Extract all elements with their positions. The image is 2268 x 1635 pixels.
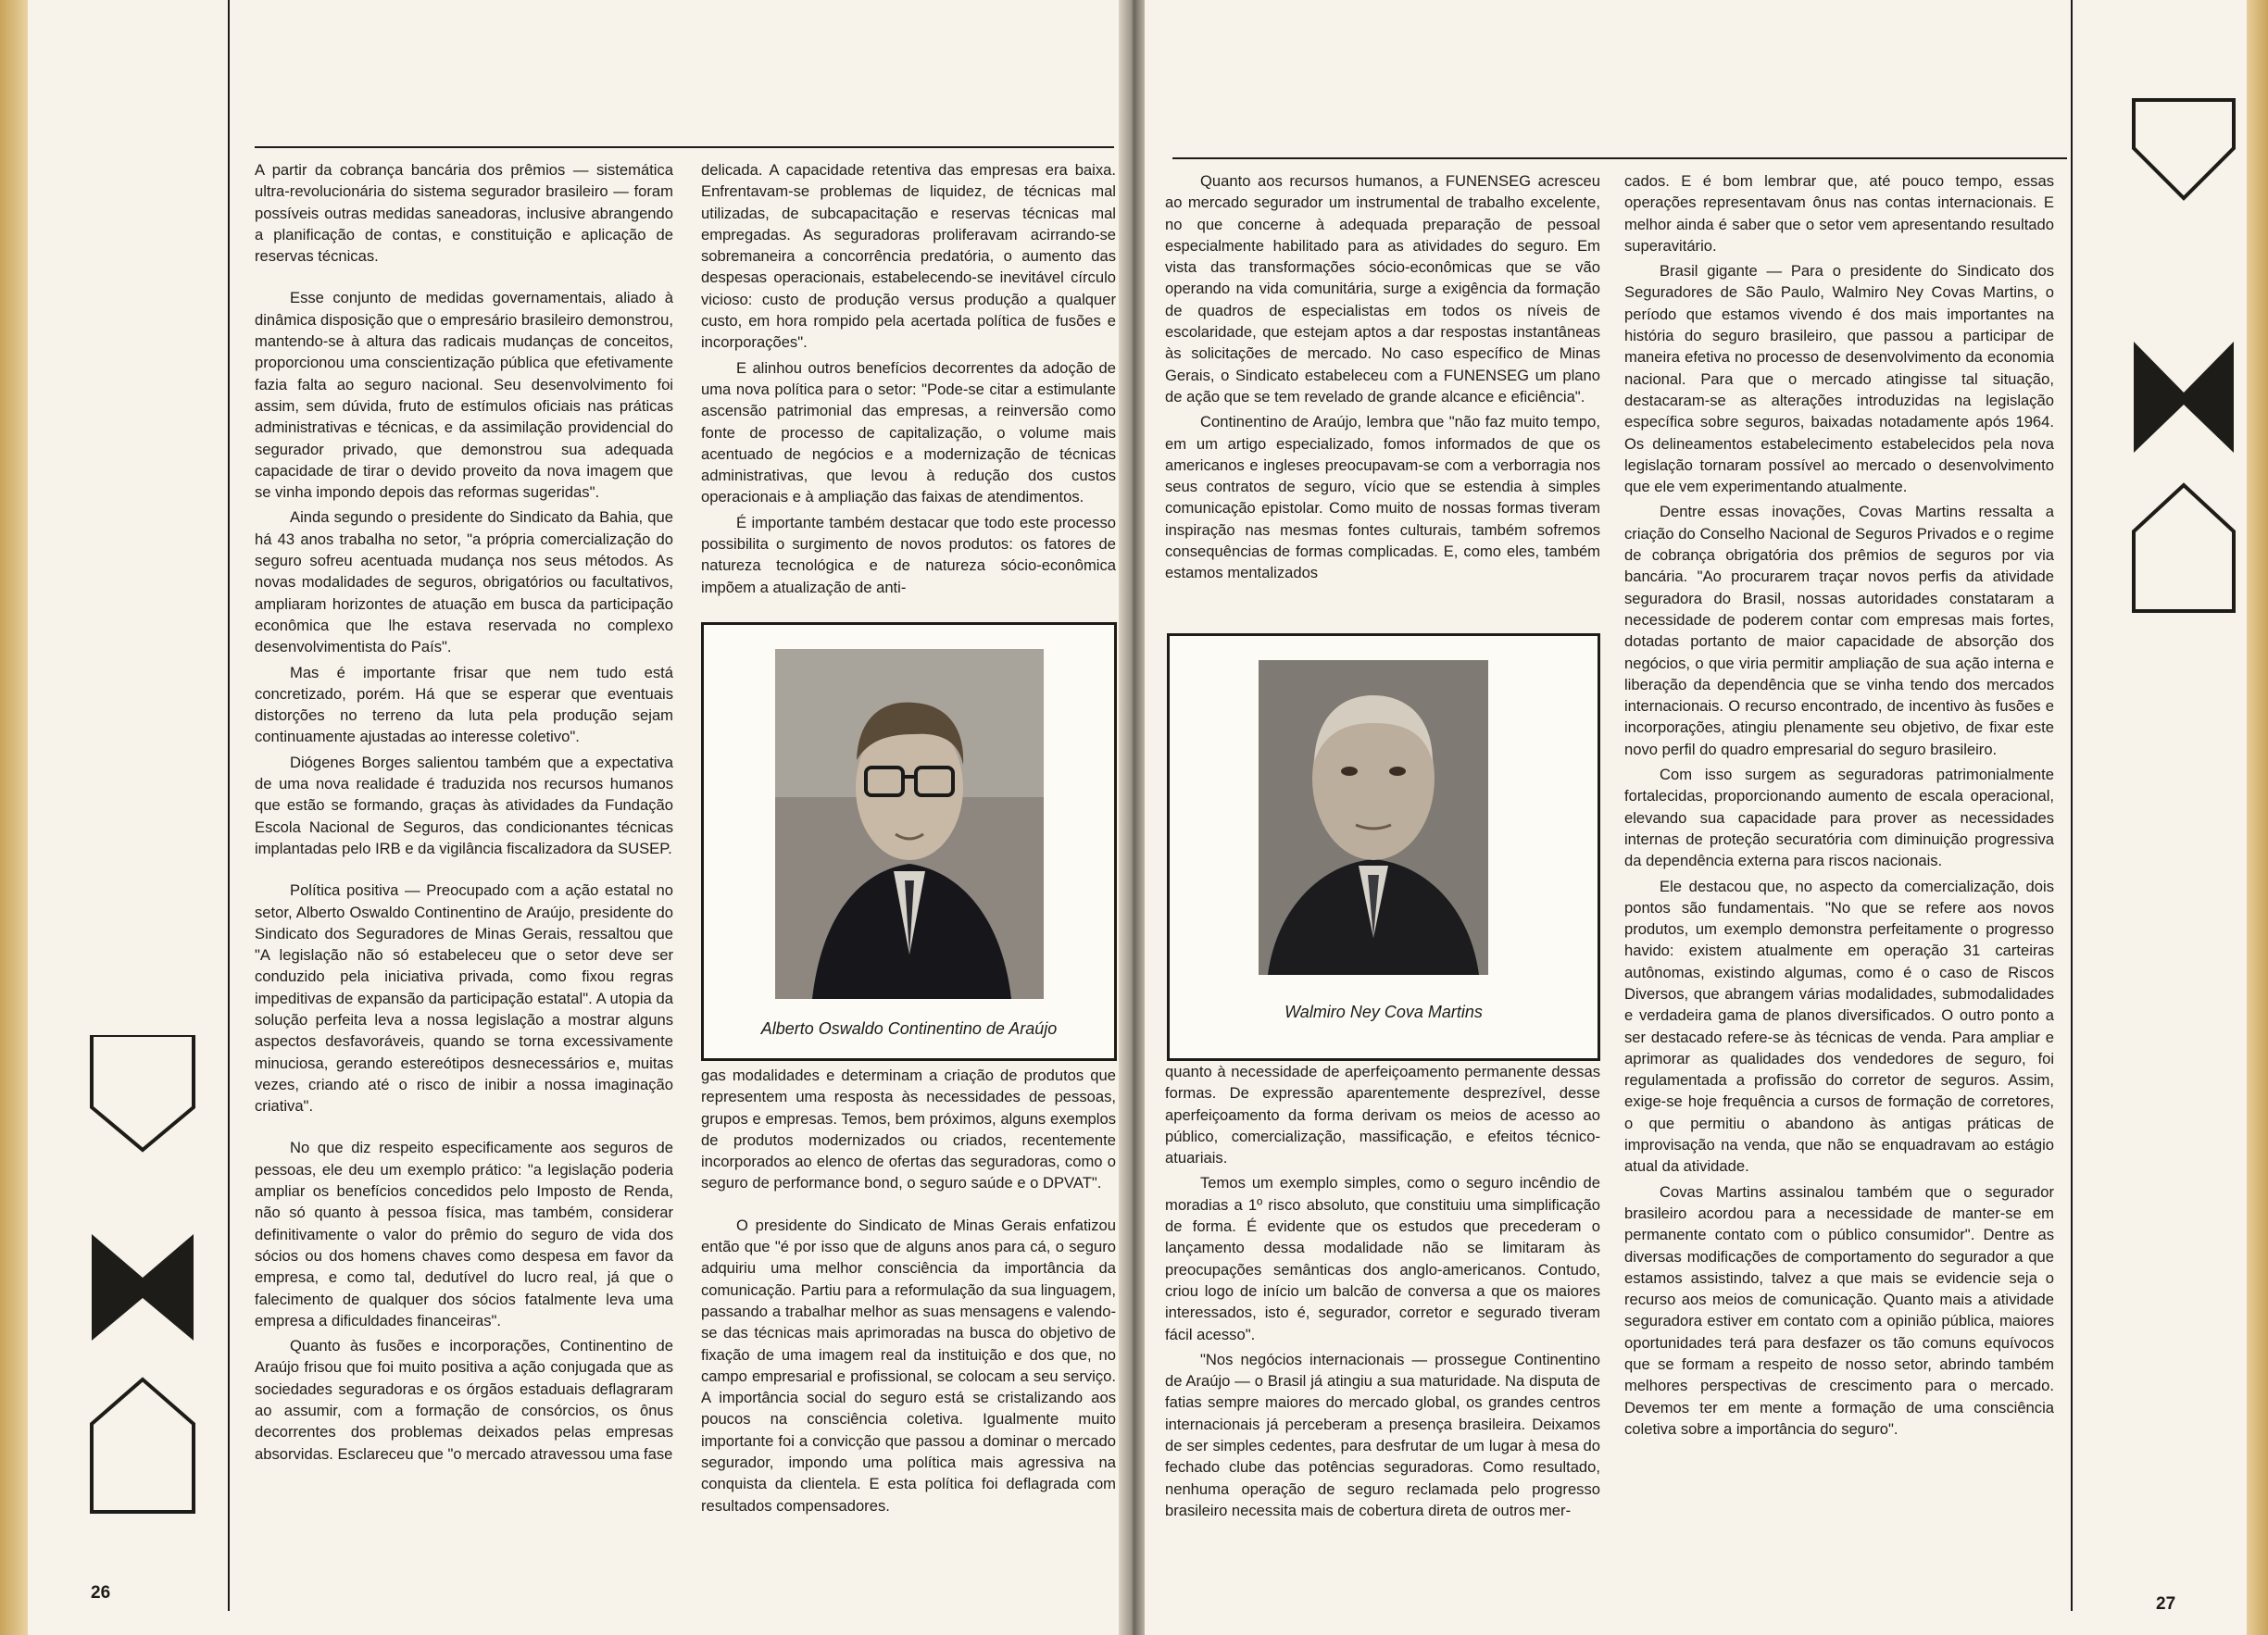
paragraph: Ainda segundo o presidente do Sindicato da Bahia, que há 43 anos trabalha no setor, "a própria comercialização do seguro sofreu acentuada mudança nos seus métodos. As novas modalidades de seguros, obrigatórios ou facultativos, ampliaram horizontes de atuação em busca da participação econômica que lhe estava reservada no complexo desenvolvimentista do País". xyxy=(255,508,673,656)
paragraph: Continentino de Araújo, lembra que "não faz muito tempo, em um artigo especializado, fomos informados de que os americanos e ingleses preocupavam-se com a verborragia nos seus contratos de seguro, vício que se estendia à simples comunicação epistolar. Como muito de nossas formas tiveram inspiração nas mesmas fontes culturais, também sofremos consequências de formas complicadas. E, como eles, também estamos mentalizados xyxy=(1165,413,1600,582)
right-column-1-top xyxy=(1165,170,1600,588)
left-margin-rule xyxy=(228,0,230,1611)
paragraph: gas modalidades e determinam a criação de produtos que representem uma resposta às necessidades de pessoas, grupos e empresas. Temos, bem próximos, alguns exemplos de produtos modernizados ou criados, recentemente incorporados ao elenco de ofertas das seguradoras, como o seguro de performance bond, o seguro saúde e o DPVAT". xyxy=(701,1067,1116,1192)
paragraph: Quanto aos recursos humanos, a FUNENSEG acresceu ao mercado segurador um instrumental de trabalho excelente, no que concerne à adequada preparação de pessoal especialmente habilitado para as atividades do seguro. Em vista das transformações sócio-econômicas que se vão operando na vida comunitária, surge a exigência da formação de quadros de especialistas em todos os níveis de escolaridade, que estejam aptos a dar respostas instantâneas às solicitações de mercado. No caso específico de Minas Gerais, o Sindicato estabeleceu com a FUNENSEG um plano de ação que se tem revelado de grande alcance e eficiência". xyxy=(1165,172,1600,406)
right-top-rule xyxy=(1172,157,2067,159)
paragraph: É importante também destacar que todo este processo possibilita o surgimento de novos produtos: os fatores de natureza tecnológica e de natureza sócio-econômica impõem a atualização de anti- xyxy=(701,513,1116,596)
paragraph: Brasil gigante — Para o presidente do Sindicato dos Seguradores de São Paulo, Walmiro Ney Covas Martins, o período que estamos vivendo é dos mais importantes na história do seguro brasileiro, que passou a participar de maneira efetiva no processo de desenvolvimento da economia nacional. Para que o mercado atingisse tal situação, destacaram-se as alterações introduzidas na legislação específica sobre seguros, baixadas notadamente após 1964. Os delineamentos estabelecimento estabelecidos pela nova legislação tornaram possível ao mercado o desenvolvimento que ele vem experimentando atualmente. xyxy=(1624,262,2054,496)
x-ornament-icon xyxy=(87,1035,198,1516)
paragraph: Covas Martins assinalou também que o segurador brasileiro acordou para a necessidade de manter-se em permanente contato com o público consumidor". Dentre as diversas modificações de comportamento do segurador a que estamos assistindo, talvez a que mais se evidencie seja o recurso aos meios de comunicação. Quanto mais a atividade seguradora estiver em contato com a opinião pública, maiores oportunidades terá para desfazer os tão comuns equívocos que se formam a respeito de nosso setor, abrindo também melhores perspectivas de crescimento para o mercado. Devemos ter em mente a formação de uma consciência coletiva sobre a importância do seguro". xyxy=(1624,1182,2054,1438)
paragraph: Temos um exemplo simples, como o seguro incêndio de moradias a 1º risco absoluto, que constituiu uma simplificação de forma. É evidente que os estudos que precederam o lançamento dessa modalidade não se limitaram às preocupações semânticas dos anglo-americanos. Contudo, criou logo de início um balcão de conversa a que os maiores interessados, isto é, segurador, corretor e segurado tiveram fácil acesso". xyxy=(1165,1174,1600,1343)
photo-frame-left xyxy=(701,622,1117,1061)
left-column-2-bottom xyxy=(701,1065,1116,1520)
page-right xyxy=(1145,0,2247,1635)
paragraph: No que diz respeito especificamente aos seguros de pessoas, ele deu um exemplo prático: "a legislação poderia ampliar os benefícios concedidos pelo Imposto de Renda, não só quanto à pessoa física, mas também, considerar definitivamente o valor do prêmio do seguro de vida dos sócios ou dos homens chaves como despesa em favor da empresa, e como tal, dedutível do lucro real, já que o falecimento de qualquer dos sócios fatalmente leva uma empresa a dificuldades financeiras". xyxy=(255,1139,673,1329)
page-number-left: 26 xyxy=(91,1583,111,1603)
portrait-photo xyxy=(1259,660,1488,975)
paragraph: E alinhou outros benefícios decorrentes da adoção de uma nova política para o setor: "Pode-se citar a estimulante ascensão patrimonial das empresas, a reinversão como fonte de processo de capitalização, o volume mais acentuado de negócios e a modernização de técnicas administrativas, que levou à redução dos custos operacionais e à ampliação das faixas de atendimentos. xyxy=(701,358,1116,506)
photo-caption-right: Walmiro Ney Cova Martins xyxy=(1284,1003,1483,1021)
paragraph: cados. E é bom lembrar que, até pouco tempo, essas operações representavam ônus nas contas internacionais. E melhor ainda é saber que o setor vem apresentando resultado superavitário. xyxy=(1624,172,2054,255)
paragraph: Mas é importante frisar que nem tudo está concretizado, porém. Há que se esperar que eventuais distorções no terreno da luta pela produção sejam continuamente ajustadas ao interesse coletivo". xyxy=(255,663,673,746)
x-ornament-icon xyxy=(2130,96,2237,615)
paragraph: Quanto às fusões e incorporações, Continentino de Araújo frisou que foi muito positiva a ação conjugada que as sociedades seguradoras e os órgãos estaduais deflagraram ao assumir, com a formação de consórcios, os ônus decorrentes dos problemas deixados pelas empresas absorvidas. Esclareceu que "o mercado atravessou uma fase xyxy=(255,1337,673,1463)
paragraph: O presidente do Sindicato de Minas Gerais enfatizou então que "é por isso que de alguns anos para cá, o seguro adquiriu uma melhor consciência da importância da comunicação. Partiu para a reformulação da sua linguagem, passando a trabalhar melhor as suas mensagens e valendo-se das técnicas mais aprimoradas na busca do objetivo de fixação de uma imagem real da instituição e dos que, no campo empresarial e profissional, se colocam a seu serviço. A importância social do seguro está se cristalizando aos poucos na consciência coletiva. Igualmente muito importante foi a convicção que passou a dominar o mercado segurador, impondo uma política mais agressiva na conquista da clientela. E esta política foi deflagrada com resultados compensadores. xyxy=(701,1216,1116,1515)
left-column-2-top xyxy=(701,159,1116,602)
paragraph: Política positiva — Preocupado com a ação estatal no setor, Alberto Oswaldo Continentino de Araújo, presidente do Sindicato dos Seguradores de Minas Gerais, ressaltou que "A legislação não só estabeleceu que o setor deve ser conduzido pela iniciativa privada, como fixou regras impeditivas de expansão da participação estatal". A utopia da solução perfeita leva a nossa legislação a mostrar alguns aspectos desfavoráveis, quando se torna excessivamente minuciosa, gerando estereótipos desnecessários e, muitas vezes, criando até o risco de inibir a nossa imaginação criativa". xyxy=(255,881,673,1116)
right-column-2 xyxy=(1624,170,2054,1443)
paragraph: Ele destacou que, no aspecto da comercialização, dois pontos são fundamentais. "No que se refere aos novos produtos, um exemplo demonstra perfeitamente o progresso havido: existem atualmente em operação 31 carteiras autônomas, existindo algumas, como é o caso de Riscos Diversos, que abrangem várias modalidades, submodalidades e verdadeira gama de planos diversificados. O outro ponto a ser destacado refere-se às técnicas de venda. Para ampliar e aprimorar as qualidades dos vendedores de seguro, foi regulamentada a profissão do corretor de seguros. Assim, exige-se hoje frequência a cursos de formação de corretores, o que permitiu o abandono às antigas práticas de improvisação na venda, que não se enquadravam ao estágio atual da atividade. xyxy=(1624,877,2054,1176)
magazine-edge-right xyxy=(2247,0,2268,1635)
right-column-1-bottom xyxy=(1165,1061,1600,1525)
paragraph: delicada. A capacidade retentiva das empresas era baixa. Enfrentavam-se problemas de liquidez, de técnicas mal utilizadas, de subcapacitação e reservas técnicas mal empregadas. As seguradoras proliferavam acirrando-se sobremaneira a concorrência predatória, o aumento das despesas operacionais, estabelecendo-se inevitável círculo vicioso: custo de produção versus produção a qualquer custo, em hora rompido pela acertada política de fusões e incorporações". xyxy=(701,161,1116,352)
paragraph: Com isso surgem as seguradoras patrimonialmente fortalecidas, proporcionando aumento de escala operacional, elevando sua capacidade para prover as necessidades internas de proteção securatória com diminuição progressiva da dependência externa para riscos nacionais. xyxy=(1624,766,2054,870)
paragraph: Diógenes Borges salientou também que a expectativa de uma nova realidade é traduzida nos recursos humanos que estão se formando, graças às atividades da Fundação Escola Nacional de Seguros, das condicionantes técnicas implantadas pelo IRB e da vigilância fiscalizadora da SUSEP. xyxy=(255,753,673,857)
paragraph: Dentre essas inovações, Covas Martins ressalta a criação do Conselho Nacional de Seguros Privados e o regime de cobrança obrigatória dos prêmios de seguros por via bancária. "Ao procurarem traçar novos perfis da atividade seguradora do Brasil, nossas autoridades constataram a necessidade de poderem contar com empresas mais fortes, dotadas portanto de maior capacidade de absorção dos negócios, o que viria permitir ampliação de sua ação interna e liberação da dependência que se vinha tendo dos mercados internacionais. O recurso encontrado, de incentivo às fusões e incorporações, atingiu plenamente seu objetivo, de fixar este novo perfil do quadro empresarial do seguro brasileiro. xyxy=(1624,503,2054,758)
paragraph: Esse conjunto de medidas governamentais, aliado à dinâmica disposição que o empresário brasileiro demonstrou, mantendo-se à altura das radicais mudanças de conceitos, proporcionou uma conscientização pública que efetivamente fazia falta ao seguro nacional. Seu desenvolvimento foi assim, sem dúvida, fruto de estímulos oficiais nas práticas administrativas e técnicas, e da assimilação providencial do segurador privado, que demonstrou sua adequada capacidade de tirar o devido proveito da nova imagem que se vinha impondo depois das reformas sugeridas". xyxy=(255,289,673,502)
right-margin-rule xyxy=(2071,0,2073,1611)
magazine-edge-left xyxy=(0,0,28,1635)
book-spine xyxy=(1119,0,1147,1635)
left-column-1 xyxy=(255,159,673,1468)
paragraph: A partir da cobrança bancária dos prêmios — sistemática ultra-revolucionária do sistema segurador brasileiro — foram possíveis outras medidas saneadoras, inclusive abrangendo a planificação de contas, e constituição e aplicação de reservas técnicas. xyxy=(255,161,673,266)
page-left xyxy=(28,0,1121,1635)
page-number-right: 27 xyxy=(2156,1594,2176,1614)
portrait-figure-icon xyxy=(1259,660,1488,975)
paragraph: quanto à necessidade de aperfeiçoamento permanente dessas formas. De expressão aparentemente desprezível, desse aperfeiçoamento da forma derivam os meios de acesso ao público, comercialização, massificação, e efeitos técnico-atuariais. xyxy=(1165,1063,1600,1167)
photo-caption-left: Alberto Oswaldo Continentino de Araújo xyxy=(760,1019,1058,1038)
portrait-photo xyxy=(775,649,1044,999)
photo-frame-right xyxy=(1167,633,1600,1061)
portrait-figure-icon xyxy=(775,649,1044,999)
paragraph: "Nos negócios internacionais — prossegue Continentino de Araújo — o Brasil já atingiu a sua maturidade. Na disputa de fatias sempre maiores do mercado global, os grandes centros internacionais já perceberam a presença brasileira. Deixamos de ser simples cedentes, para desfrutar de um lugar à mesa do fechado clube das potências seguradoras. Como resultado, nenhuma operação de seguro reclamada pelo progresso brasileiro necessita mais de cobertura direta de outros mer- xyxy=(1165,1350,1600,1519)
left-top-rule xyxy=(255,146,1114,148)
